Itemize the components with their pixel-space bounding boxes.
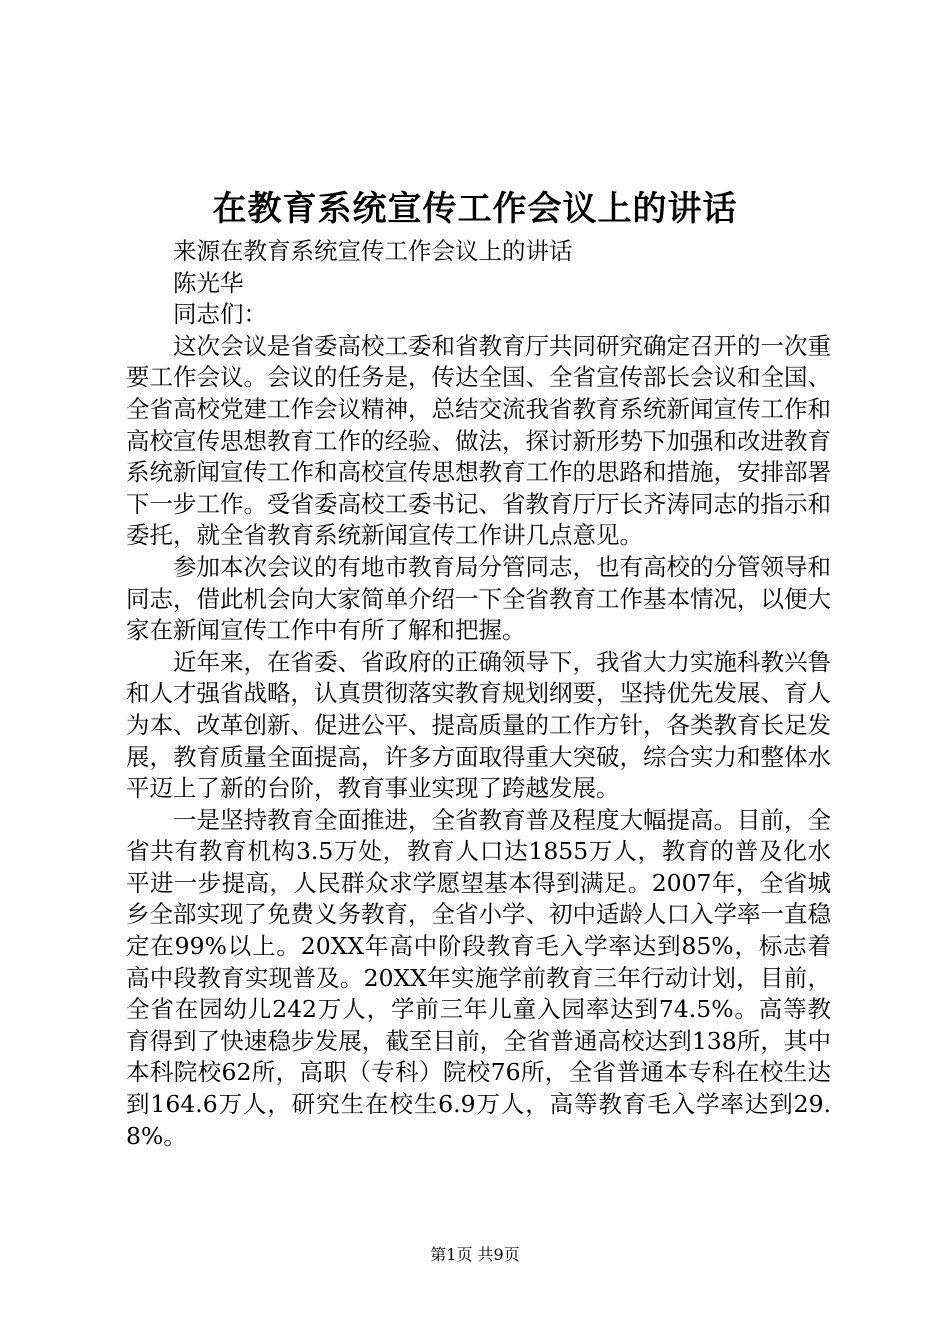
body-paragraph: 参加本次会议的有地市教育局分管同志，也有高校的分管领导和同志，借此机会向大家简单介绍一下全省教育工作基本情况，以便大家在新闻宣传工作中有所了解和把握。	[126, 552, 831, 645]
author-line: 陈光华	[173, 268, 244, 297]
document-body	[126, 236, 831, 1152]
body-paragraph: 这次会议是省委高校工委和省教育厅共同研究确定召开的一次重要工作会议。会议的任务是，传达全国、全省宣传部长会议和全国、全省高校党建工作会议精神，总结交流我省教育系统新闻宣传工作和高校宣传思想教育工作的经验、做法，探讨新形势下加强和改进教育系统新闻宣传工作和高校宣传思想教育工作的思路和措施，安排部署下一步工作。受省委高校工委书记、省教育厅厅长齐涛同志的指示和委托，就全省教育系统新闻宣传工作讲几点意见。	[126, 331, 831, 550]
document-title: 在教育系统宣传工作会议上的讲话	[212, 189, 738, 229]
source-line: 来源在教育系统宣传工作会议上的讲话	[173, 237, 573, 265]
body-paragraph: 近年来，在省委、省政府的正确领导下，我省大力实施科教兴鲁和人才强省战略，认真贯彻落实教育规划纲要，坚持优先发展、育人为本、改革创新、促进公平、提高质量的工作方针，各类教育长足发展，教育质量全面提高，许多方面取得重大突破，综合实力和整体水平迈上了新的台阶，教育事业实现了跨越发展。	[126, 647, 831, 803]
page-footer: 第1页 共9页	[430, 1245, 520, 1264]
salutation: 同志们：	[173, 300, 267, 329]
body-paragraph: 一是坚持教育全面推进，全省教育普及程度大幅提高。目前，全省共有教育机构3.5万处，教育人口达1855万人，教育的普及化水平进一步提高，人民群众求学愿望基本得到满足。2007年，全省城乡全部实现了免费义务教育，全省小学、初中适龄人口入学率一直稳定在99%以上。20XX年高中阶段教育毛入学率达到85%，标志着高中段教育实现普及。20XX年实施学前教育三年行动计划，目前，全省在园幼儿242万人，学前三年儿童入园率达到74.5%。高等教育得到了快速稳步发展，截至目前，全省普通高校达到138所，其中本科院校62所，高职（专科）院校76所，全省普通本专科在校生达到164.6万人，研究生在校生6.9万人，高等教育毛入学率达到29.8%。	[126, 805, 831, 1150]
